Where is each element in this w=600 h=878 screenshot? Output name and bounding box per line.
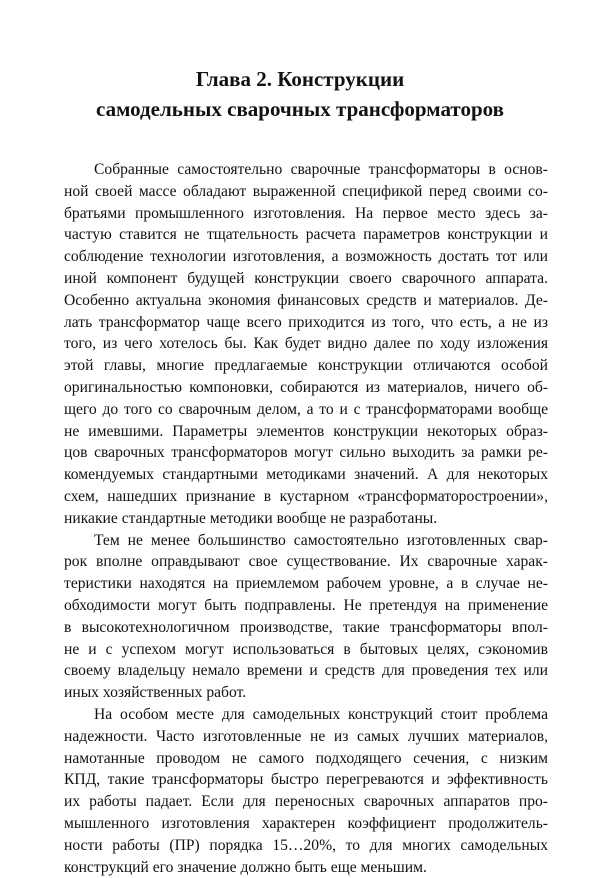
text-line: схем, нашедших признание в кустарном «трансформаторостроении»,: [64, 486, 548, 508]
text-line: ной своей массе обладают выраженной спецификой перед своими со-: [64, 181, 548, 203]
text-line: не и с успехом могут использоваться в бытовых целях, сэкономив: [64, 639, 548, 661]
text-line: щего до того со сварочным делом, а то и с трансформаторами вообще: [64, 399, 548, 421]
text-line: их работы падает. Если для переносных сварочных аппаратов про-: [64, 791, 548, 813]
text-line: конструкций его значение должно быть еще меньшим.: [64, 857, 548, 878]
text-line: обходимости могут быть подправлены. Не претендуя на применение: [64, 595, 548, 617]
text-line: этой главы, многие предлагаемые конструкции отличаются особой: [64, 355, 548, 377]
paragraph-2: [64, 530, 548, 704]
text-line: На особом месте для самодельных конструкций стоит проблема: [64, 704, 548, 726]
text-line: иных хозяйственных работ.: [64, 682, 548, 704]
text-line: намотанные проводом не самого подходящего сечения, с низким: [64, 748, 548, 770]
text-line: рок вполне оправдывают свое существование. Их сварочные харак-: [64, 551, 548, 573]
text-line: никакие стандартные методики вообще не разработаны.: [64, 508, 548, 530]
text-line: ности работы (ПР) порядка 15…20%, то для многих самодельных: [64, 835, 548, 857]
text-line: своему владельцу немало времени и средств для проведения тех или: [64, 660, 548, 682]
chapter-title-line-1: Глава 2. Конструкции: [0, 64, 600, 94]
text-line: братьями промышленного изготовления. На первое место здесь за-: [64, 203, 548, 225]
text-line: иной компонент будущей конструкции своего сварочного аппарата.: [64, 268, 548, 290]
chapter-body: [64, 159, 548, 878]
text-line: комендуемых стандартными методиками значений. А для некоторых: [64, 464, 548, 486]
text-line: частую ставится не тщательность расчета параметров конструкции и: [64, 224, 548, 246]
paragraph-1: [64, 159, 548, 530]
text-line: Тем не менее большинство самостоятельно изготовленных свар-: [64, 530, 548, 552]
chapter-title: [0, 64, 600, 124]
text-line: не имевшими. Параметры элементов конструкции некоторых образ-: [64, 421, 548, 443]
text-line: Собранные самостоятельно сварочные трансформаторы в основ-: [64, 159, 548, 181]
text-line: в высокотехнологичном производстве, такие трансформаторы впол-: [64, 617, 548, 639]
text-line: соблюдение технологии изготовления, а возможность достать тот или: [64, 246, 548, 268]
text-line: Особенно актуальна экономия финансовых средств и материалов. Де-: [64, 290, 548, 312]
text-line: теристики находятся на приемлемом рабочем уровне, а в случае не-: [64, 573, 548, 595]
text-line: оригинальностью компоновки, собираются из материалов, ничего об-: [64, 377, 548, 399]
text-line: лать трансформатор чаще всего приходится из того, что есть, а не из: [64, 312, 548, 334]
text-line: КПД, такие трансформаторы быстро перегреваются и эффективность: [64, 769, 548, 791]
text-line: надежности. Часто изготовленные не из самых лучших материалов,: [64, 726, 548, 748]
text-line: того, из чего хотелось бы. Как будет видно далее по ходу изложения: [64, 333, 548, 355]
text-line: мышленного изготовления характерен коэффициент продолжитель-: [64, 813, 548, 835]
text-line: цов сварочных трансформаторов могут сильно выходить за рамки ре-: [64, 442, 548, 464]
chapter-title-line-2: самодельных сварочных трансформаторов: [0, 94, 600, 124]
paragraph-3: [64, 704, 548, 878]
